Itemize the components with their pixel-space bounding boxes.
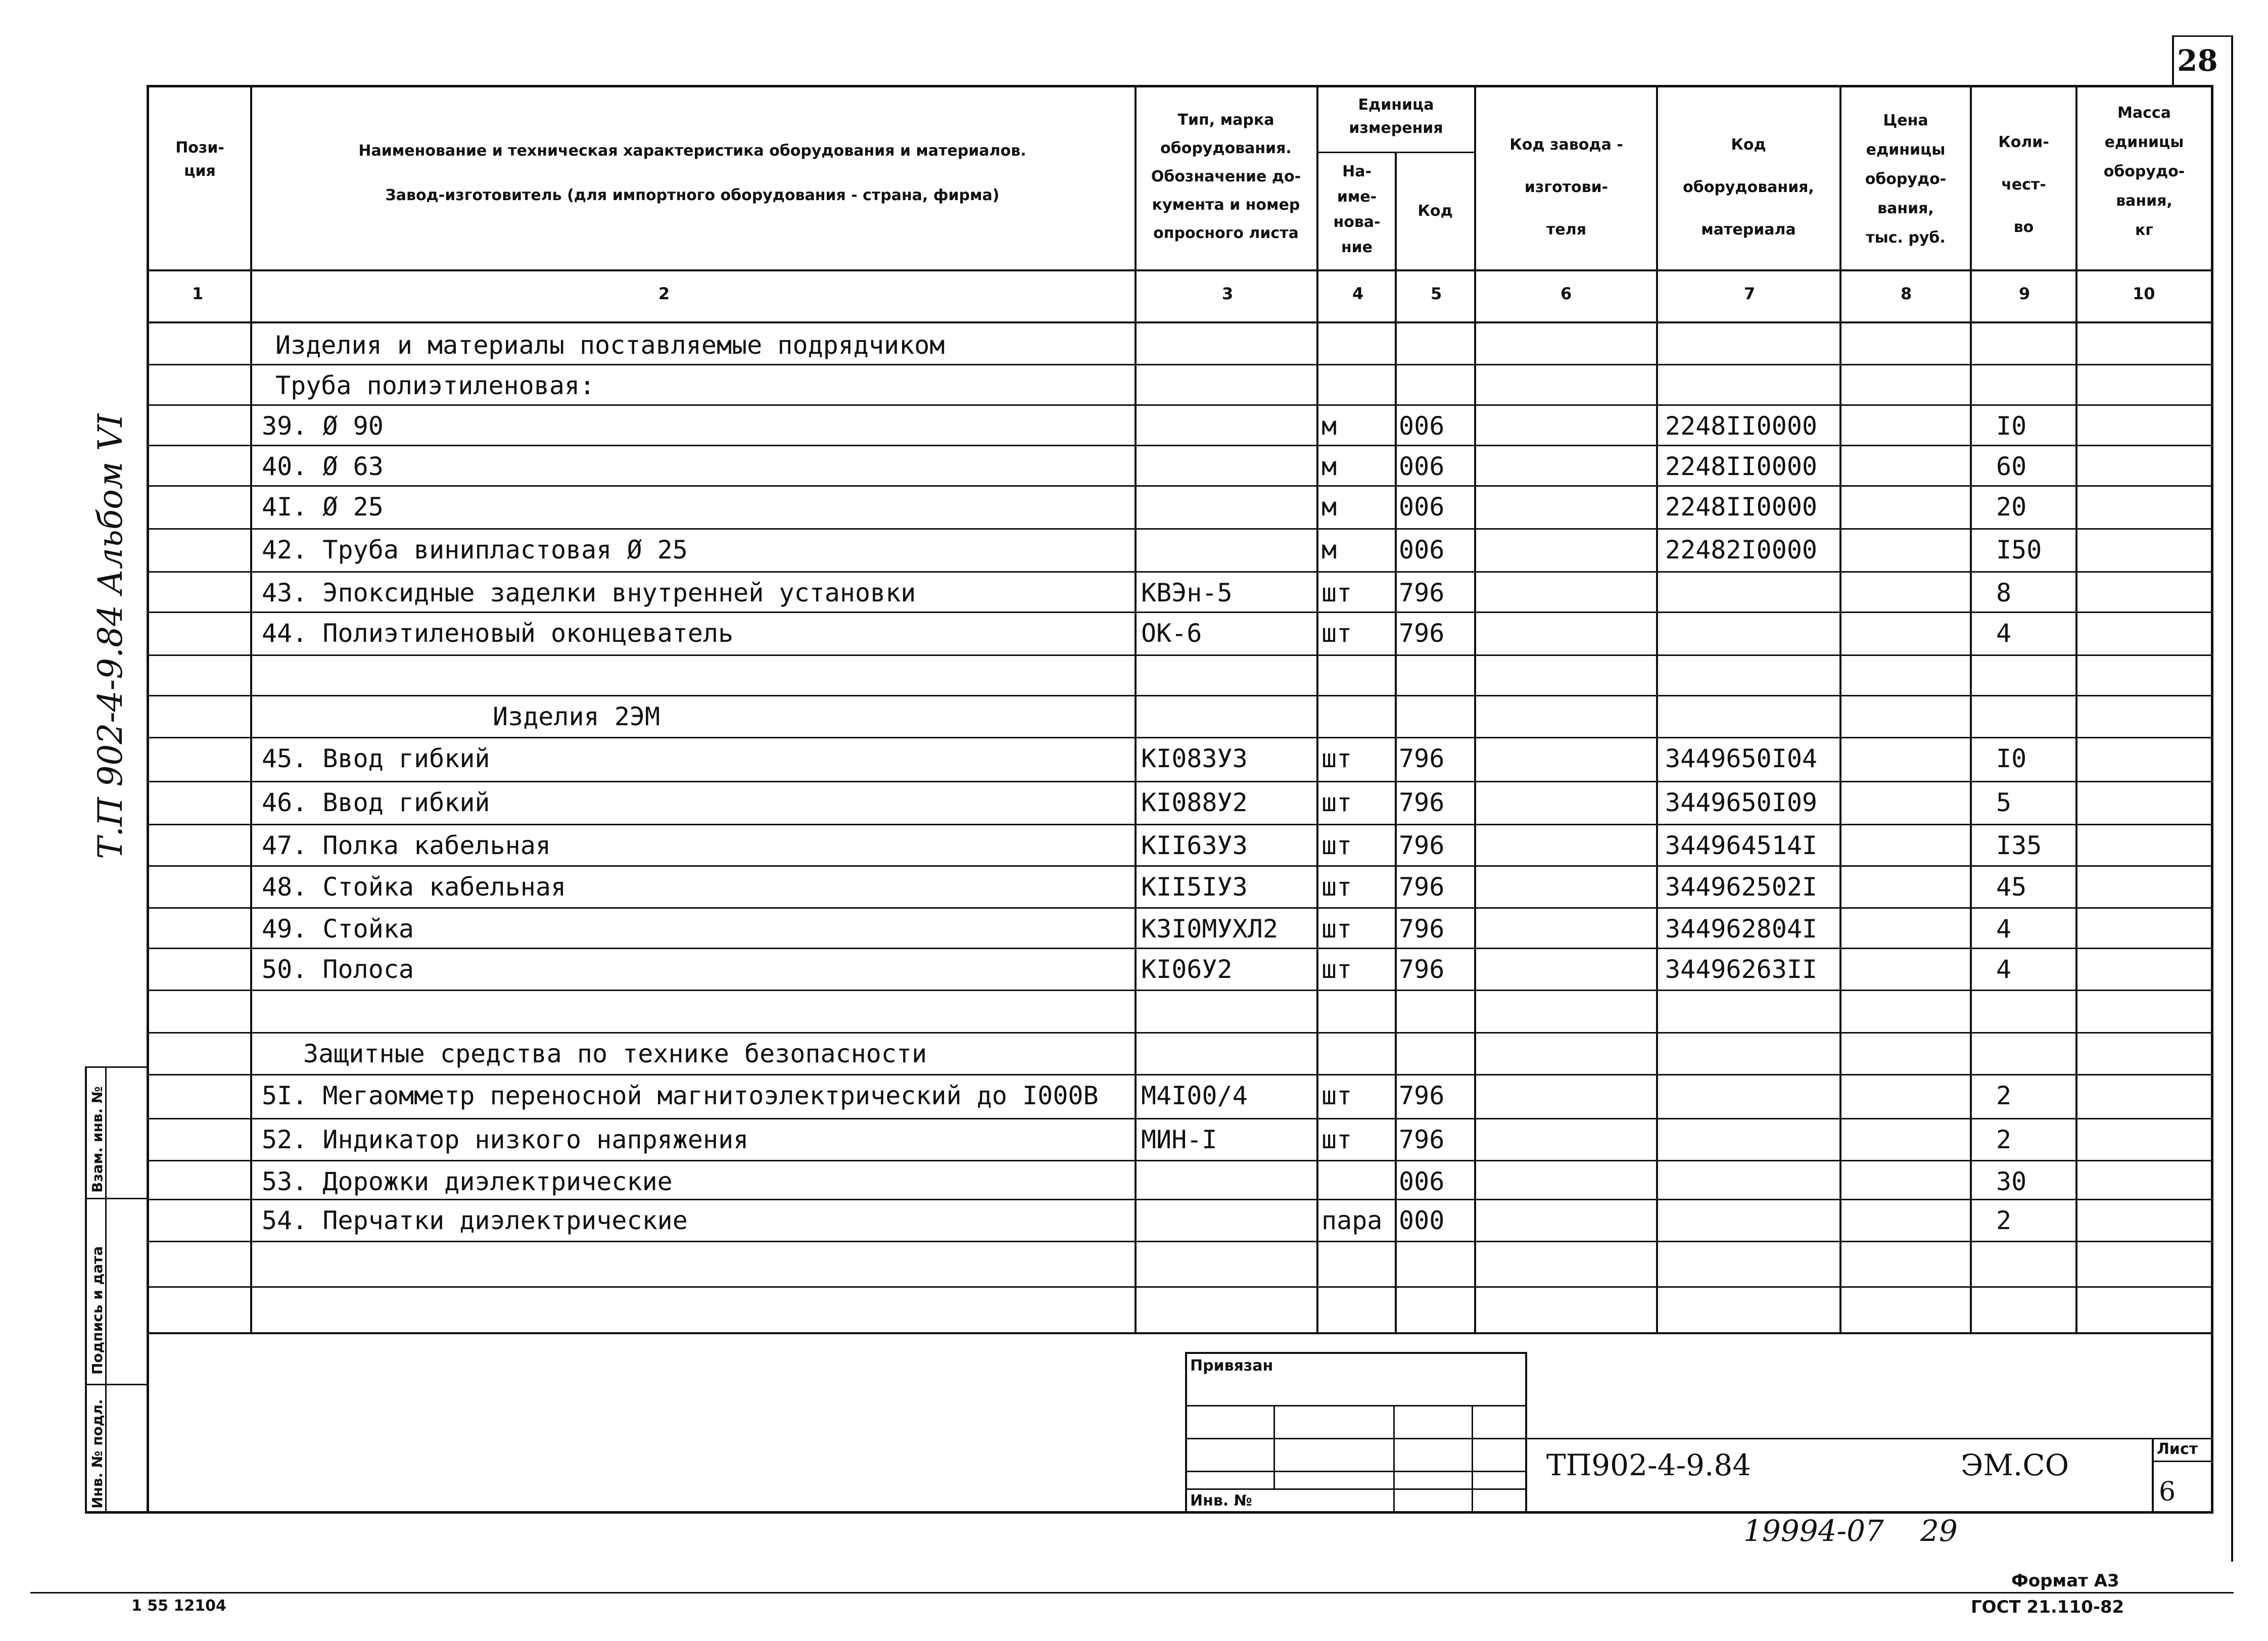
item-unit-code: 000 [1399, 1206, 1445, 1235]
item-quantity: 4 [1996, 914, 2012, 944]
vzam-label: Взам. инв. № [89, 1086, 106, 1193]
item-name: 50. Полоса [262, 955, 414, 984]
privyazan-label: Привязан [1190, 1357, 1273, 1375]
item-name: 39. Ø 90 [262, 411, 384, 441]
header-factory-code: Код завода - изготови- теля [1509, 136, 1623, 239]
header-price: Цена единицы оборудо- вания, тыс. руб. [1865, 112, 1947, 247]
item-type: ОК-6 [1141, 619, 1202, 648]
item-quantity: I0 [1996, 744, 2027, 773]
inv-no-label: Инв. № [1190, 1492, 1252, 1510]
sheet-number: 28 [2177, 43, 2218, 78]
item-name: Защитные средства по технике безопасности [303, 1039, 927, 1068]
item-unit-code: 796 [1399, 955, 1445, 984]
row-divider [147, 990, 2213, 991]
item-type: КII5IУ3 [1141, 872, 1248, 902]
item-name: 44. Полиэтиленовый оконцеватель [262, 619, 734, 648]
row-divider [147, 865, 2213, 867]
item-quantity: 2 [1996, 1206, 2012, 1235]
item-material-code: 3449650I09 [1665, 788, 1818, 817]
item-unit: шт [1321, 619, 1352, 648]
side-title: Т.П 902-4-9.84 Альбом VI [91, 413, 130, 859]
item-name: 43. Эпоксидные заделки внутренней установки [262, 578, 916, 607]
item-quantity: 30 [1996, 1167, 2027, 1196]
row-divider [147, 1032, 2213, 1034]
item-material-code: 344962804I [1665, 914, 1818, 944]
item-name: Изделия и материалы поставляемые подрядчиком [275, 331, 945, 360]
item-material-code: 3449650I04 [1665, 744, 1818, 773]
row-divider [147, 1118, 2213, 1119]
row-divider [147, 1286, 2213, 1288]
item-unit-code: 006 [1399, 1167, 1445, 1196]
item-material-code: 2248II0000 [1665, 492, 1818, 522]
row-divider [147, 948, 2213, 949]
item-name: 4I. Ø 25 [262, 492, 384, 522]
item-type: М4I00/4 [1141, 1081, 1248, 1110]
row-divider [147, 612, 2213, 613]
row-divider [147, 485, 2213, 487]
format-label: Формат А3 [2011, 1571, 2119, 1591]
item-unit-code: 006 [1399, 492, 1445, 522]
row-divider [147, 1241, 2213, 1242]
item-unit: шт [1321, 788, 1352, 817]
item-material-code: 344964514I [1665, 831, 1818, 860]
row-divider [147, 1199, 2213, 1200]
item-unit-code: 796 [1399, 578, 1445, 607]
item-quantity: 2 [1996, 1081, 2012, 1110]
item-unit: шт [1321, 1081, 1352, 1110]
header-mass: Масса единицы оборудо- вания, кг [2103, 104, 2185, 239]
item-quantity: 4 [1996, 619, 2012, 648]
header-unit: Единица измерения [1349, 96, 1443, 137]
item-quantity: 5 [1996, 788, 2012, 817]
item-quantity: 20 [1996, 492, 2027, 522]
row-divider [147, 695, 2213, 696]
item-name: 52. Индикатор низкого напряжения [262, 1125, 749, 1154]
header-type: Тип, марка оборудования. Обозначение до- кумента и номер опросного листа [1151, 111, 1301, 242]
header-equipment-code: Код оборудования, материала [1683, 136, 1814, 239]
row-divider [147, 1160, 2213, 1161]
list-label: Лист [2157, 1440, 2198, 1458]
item-type: КВЭн-5 [1141, 578, 1233, 607]
item-name: 47. Полка кабельная [262, 831, 551, 860]
header-quantity: Коли- чест- во [1998, 133, 2049, 236]
item-quantity: 2 [1996, 1125, 2012, 1154]
item-quantity: 4 [1996, 955, 2012, 984]
item-unit-code: 006 [1399, 411, 1445, 441]
handwritten-number: 19994-07 [1743, 1514, 1884, 1548]
item-type: КII63У3 [1141, 831, 1248, 860]
row-divider [147, 737, 2213, 738]
item-type: КI06У2 [1141, 955, 1233, 984]
item-unit-code: 796 [1399, 914, 1445, 944]
item-unit: м [1321, 411, 1337, 441]
row-divider [147, 364, 2213, 365]
item-name: Изделия 2ЭМ [493, 702, 660, 731]
item-type: К3I0МУХЛ2 [1141, 914, 1278, 944]
item-material-code: 344962502I [1665, 872, 1818, 902]
item-name: 53. Дорожки диэлектрические [262, 1167, 673, 1196]
inv-podl-label: Инв. № подл. [89, 1399, 106, 1509]
row-divider [147, 1074, 2213, 1075]
row-divider [147, 907, 2213, 909]
item-unit: шт [1321, 831, 1352, 860]
item-unit-code: 006 [1399, 535, 1445, 565]
item-unit: м [1321, 492, 1337, 522]
item-unit: пара [1321, 1206, 1383, 1235]
podpis-label: Подпись и дата [89, 1246, 106, 1375]
item-unit: шт [1321, 914, 1352, 944]
item-unit-code: 796 [1399, 619, 1445, 648]
item-quantity: I35 [1996, 831, 2042, 860]
item-material-code: 22482I0000 [1665, 535, 1818, 565]
header-unit-code: Код [1418, 202, 1453, 220]
row-divider [147, 571, 2213, 573]
item-unit-code: 796 [1399, 744, 1445, 773]
header-name: Наименование и техническая характеристика оборудования и материалов. Завод-изготовитель (для импортного оборудования - страна, фирма) [358, 142, 1026, 204]
item-unit-code: 796 [1399, 1081, 1445, 1110]
item-name: 45. Ввод гибкий [262, 744, 490, 773]
item-quantity: 8 [1996, 578, 2012, 607]
item-unit: м [1321, 535, 1337, 565]
item-unit-code: 796 [1399, 788, 1445, 817]
list-number: 6 [2159, 1477, 2176, 1507]
item-quantity: 60 [1996, 452, 2027, 481]
item-material-code: 2248II0000 [1665, 452, 1818, 481]
item-name: 40. Ø 63 [262, 452, 384, 481]
row-divider [147, 824, 2213, 825]
row-divider [147, 654, 2213, 656]
item-name: 46. Ввод гибкий [262, 788, 490, 817]
doc-code: ТП902-4-9.84 [1546, 1448, 1752, 1482]
row-divider [147, 404, 2213, 406]
doc-mark: ЭМ.СО [1961, 1448, 2069, 1482]
item-quantity: I50 [1996, 535, 2042, 565]
item-unit-code: 796 [1399, 1125, 1445, 1154]
item-type: КI088У2 [1141, 788, 1248, 817]
item-unit: м [1321, 452, 1337, 481]
item-name: 48. Стойка кабельная [262, 872, 566, 902]
item-unit-code: 796 [1399, 872, 1445, 902]
item-unit-code: 006 [1399, 452, 1445, 481]
item-type: МИН-I [1141, 1125, 1217, 1154]
gost-label: ГОСТ 21.110-82 [1971, 1597, 2124, 1617]
print-code: 1 55 12104 [131, 1597, 226, 1615]
item-name: 54. Перчатки диэлектрические [262, 1206, 688, 1235]
item-quantity: 45 [1996, 872, 2027, 902]
item-unit: шт [1321, 872, 1352, 902]
item-unit-code: 796 [1399, 831, 1445, 860]
item-material-code: 2248II0000 [1665, 411, 1818, 441]
item-quantity: I0 [1996, 411, 2027, 441]
header-position: Пози- ция [175, 139, 224, 180]
item-unit: шт [1321, 955, 1352, 984]
item-name: 5I. Мегаомметр переносной магнитоэлектрический до I000В [262, 1081, 1099, 1110]
handwritten-number-2: 29 [1920, 1514, 1958, 1548]
row-divider [147, 445, 2213, 446]
item-name: 42. Труба винипластовая Ø 25 [262, 535, 688, 565]
row-divider [147, 528, 2213, 530]
item-type: КI083У3 [1141, 744, 1248, 773]
row-divider [147, 781, 2213, 782]
item-material-code: 34496263II [1665, 955, 1818, 984]
item-unit: шт [1321, 1125, 1352, 1154]
item-name: 49. Стойка [262, 914, 414, 944]
header-unit-name: На- име- нова- ние [1333, 163, 1381, 256]
item-unit: шт [1321, 578, 1352, 607]
item-unit: шт [1321, 744, 1352, 773]
item-name: Труба полиэтиленовая: [275, 371, 595, 400]
